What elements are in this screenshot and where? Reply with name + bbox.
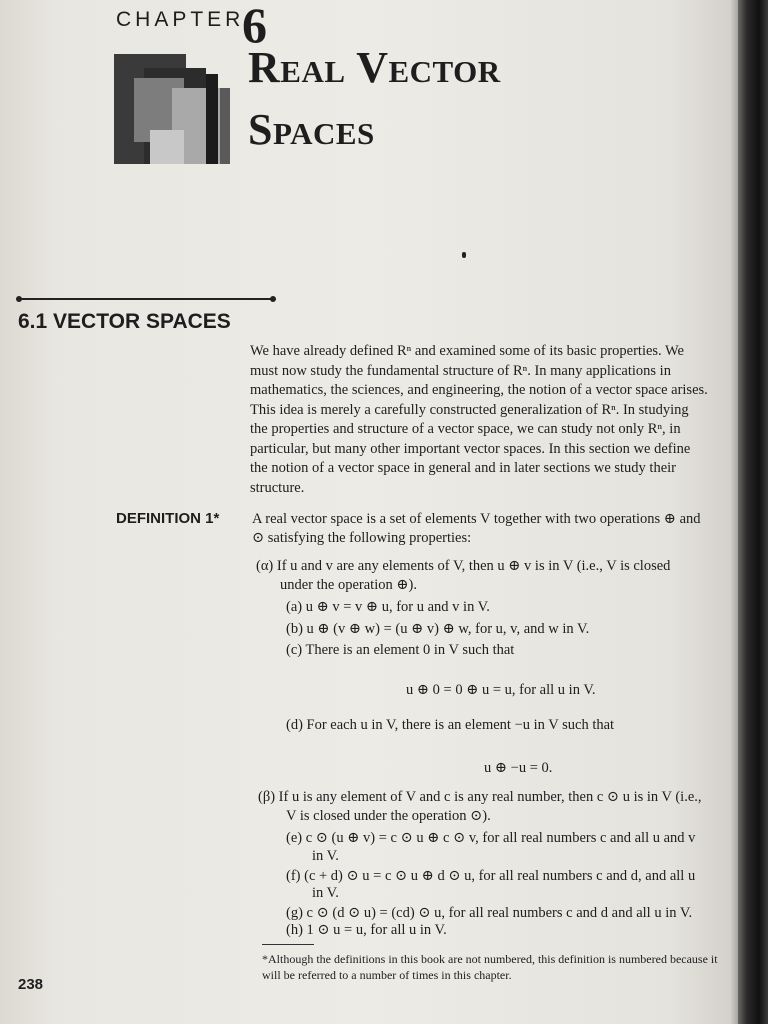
property-beta: (β) If u is any element of V and c is any real number, then c ⊙ u is in V (i.e., xyxy=(258,789,702,805)
property-f-cont: in V. xyxy=(312,885,339,901)
property-alpha: (α) If u and v are any elements of V, then u ⊕ v is in V (i.e., V is closed xyxy=(256,558,671,574)
rule-end-dot xyxy=(16,296,22,302)
rule-end-dot xyxy=(270,296,276,302)
intro-paragraph xyxy=(250,342,734,498)
footnote-line: *Although the definitions in this book are not numbered, this definition is numbered because it xyxy=(262,952,718,966)
intro-line: particular, but many other important vector spaces. In this section we define xyxy=(250,440,691,457)
chapter-title-line1: Real Vector xyxy=(248,43,501,92)
intro-line: mathematics, the sciences, and engineering, the notion of a vector space arises. xyxy=(250,382,708,398)
intro-line: must now study the fundamental structure of Rⁿ. In many applications in xyxy=(250,362,671,379)
section-heading: 6.1 VECTOR SPACES xyxy=(18,310,231,333)
property-alpha-cont: under the operation ⊕). xyxy=(280,577,417,593)
equation-inverse: u ⊕ −u = 0. xyxy=(484,760,553,776)
definition-line: ⊙ satisfying the following properties: xyxy=(252,530,472,546)
footnote-rule xyxy=(262,944,314,945)
chapter-number: 6 xyxy=(242,0,267,53)
property-f: (f) (c + d) ⊙ u = c ⊙ u ⊕ d ⊙ u, for all real numbers c and d, and all u xyxy=(286,868,696,884)
footnote-line: will be referred to a number of times in this chapter. xyxy=(262,968,512,982)
property-h: (h) 1 ⊙ u = u, for all u in V. xyxy=(286,922,447,938)
property-c: (c) There is an element 0 in V such that xyxy=(286,642,515,658)
intro-line: structure. xyxy=(250,479,305,496)
property-e: (e) c ⊙ (u ⊕ v) = c ⊙ u ⊕ c ⊙ v, for all real numbers c and all u and v xyxy=(286,830,696,846)
stray-mark xyxy=(462,252,466,258)
property-a: (a) u ⊕ v = v ⊕ u, for u and v in V. xyxy=(286,599,490,615)
definition-line: A real vector space is a set of elements V together with two operations ⊕ and xyxy=(252,511,701,527)
property-d: (d) For each u in V, there is an element −u in V such that xyxy=(286,717,615,733)
intro-line: the notion of a vector space in general and in later sections we study their xyxy=(250,460,676,476)
section-rule xyxy=(20,298,274,300)
property-e-cont: in V. xyxy=(312,848,339,864)
intro-line: We have already defined Rⁿ and examined some of its basic properties. We xyxy=(250,343,684,359)
chapter-logo-icon xyxy=(110,44,240,174)
equation-identity: u ⊕ 0 = 0 ⊕ u = u, for all u in V. xyxy=(406,682,596,698)
intro-line: This idea is merely a carefully constructed generalization of Rⁿ. In studying xyxy=(250,401,689,418)
chapter-label: CHAPTER xyxy=(116,8,245,31)
page-number: 238 xyxy=(18,976,44,993)
chapter-title-line2: Spaces xyxy=(248,105,375,154)
book-spine xyxy=(738,0,768,1024)
property-g: (g) c ⊙ (d ⊙ u) = (cd) ⊙ u, for all real numbers c and d and all u in V. xyxy=(286,905,693,921)
intro-line: the properties and structure of a vector space, we can study not only Rⁿ, in xyxy=(250,421,681,437)
definition-label: DEFINITION 1* xyxy=(116,510,220,527)
property-b: (b) u ⊕ (v ⊕ w) = (u ⊕ v) ⊕ w, for u, v, and w in V. xyxy=(286,621,590,637)
property-beta-cont: V is closed under the operation ⊙). xyxy=(286,808,491,824)
